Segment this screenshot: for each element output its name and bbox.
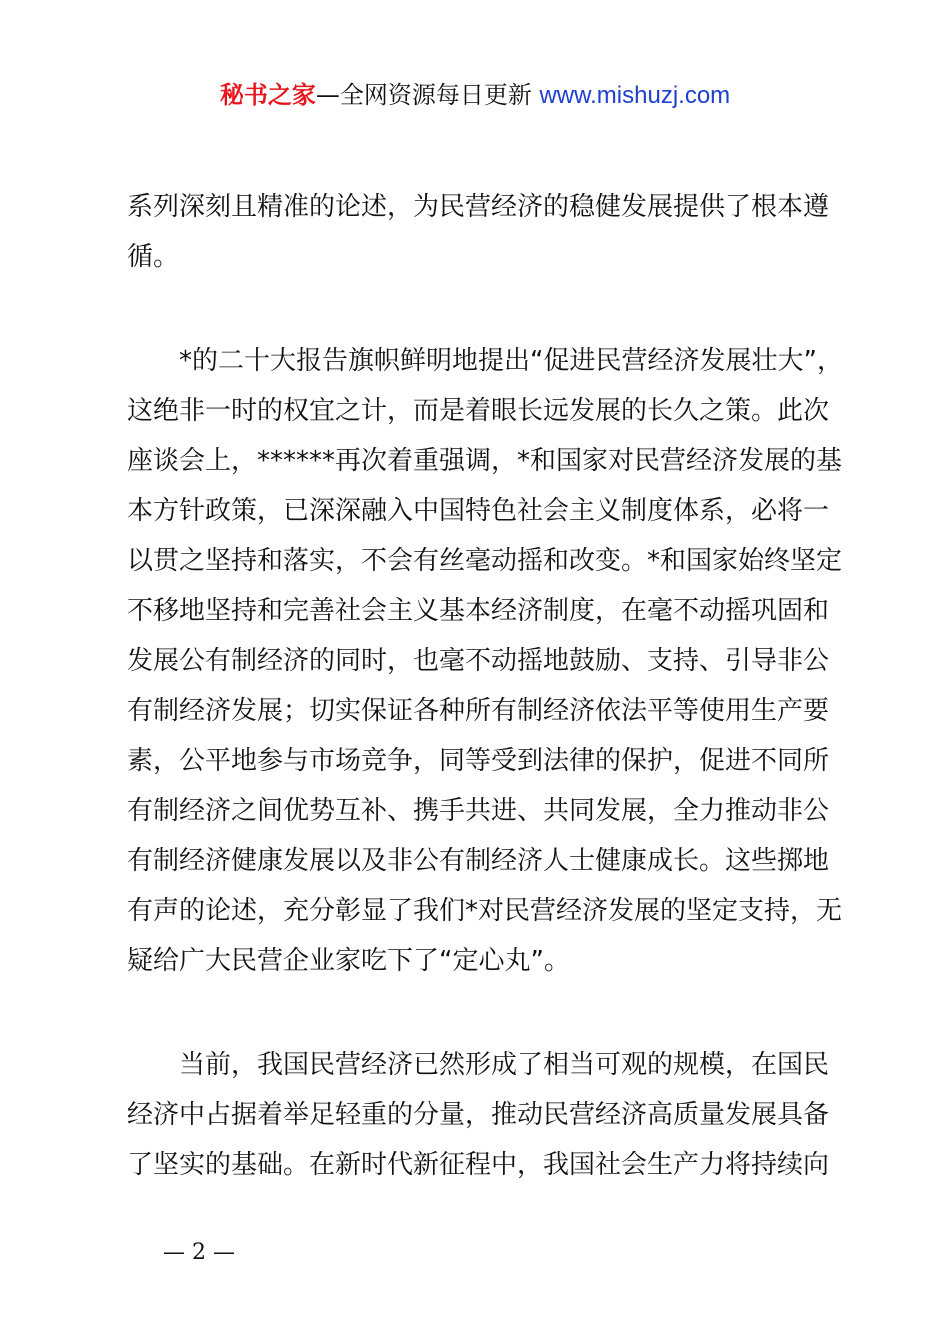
paragraph-2 <box>127 336 843 986</box>
paragraph-1 <box>127 182 837 282</box>
text-line: *的二十大报告旗帜鲜明地提出“促进民营经济发展壮大”， <box>179 346 843 376</box>
text-line: 循。 <box>127 242 180 272</box>
site-header <box>0 78 950 113</box>
page-number: — 2 — <box>163 1240 235 1265</box>
text-line: 这绝非一时的权宜之计，而是着眼长远发展的长久之策。此次 <box>127 396 830 426</box>
text-line: 发展公有制经济的同时，也毫不动摇地鼓励、支持、引导非公 <box>127 646 830 676</box>
text-line: 有制经济发展；切实保证各种所有制经济依法平等使用生产要 <box>127 696 830 726</box>
document-body <box>127 182 843 1190</box>
text-line: 本方针政策，已深深融入中国特色社会主义制度体系，必将一 <box>127 496 830 526</box>
text-line: 不移地坚持和完善社会主义基本经济制度，在毫不动摇巩固和 <box>127 596 830 626</box>
paragraph-3 <box>127 1040 837 1190</box>
text-line: 有制经济之间优势互补、携手共进、共同发展，全力推动非公 <box>127 796 830 826</box>
text-line: 以贯之坚持和落实，不会有丝毫动摇和改变。*和国家始终坚定 <box>127 546 843 576</box>
text-line: 疑给广大民营企业家吃下了“定心丸”。 <box>127 946 570 976</box>
header-slogan: —全网资源每日更新 <box>315 81 540 109</box>
text-line: 当前，我国民营经济已然形成了相当可观的规模，在国民 <box>179 1050 830 1080</box>
site-url-link[interactable]: www.mishuzj.com <box>539 82 731 109</box>
text-line: 有制经济健康发展以及非公有制经济人士健康成长。这些掷地 <box>127 846 830 876</box>
text-line: 经济中占据着举足轻重的分量，推动民营经济高质量发展具备 <box>127 1100 830 1130</box>
text-line: 了坚实的基础。在新时代新征程中，我国社会生产力将持续向 <box>127 1150 830 1180</box>
text-line: 素，公平地参与市场竞争，同等受到法律的保护，促进不同所 <box>127 746 830 776</box>
text-line: 座谈会上，******再次着重强调，*和国家对民营经济发展的基 <box>127 446 843 476</box>
brand-name: 秘书之家 <box>219 81 316 109</box>
text-line: 系列深刻且精准的论述，为民营经济的稳健发展提供了根本遵 <box>127 192 830 222</box>
text-line: 有声的论述，充分彰显了我们*对民营经济发展的坚定支持，无 <box>127 896 843 926</box>
